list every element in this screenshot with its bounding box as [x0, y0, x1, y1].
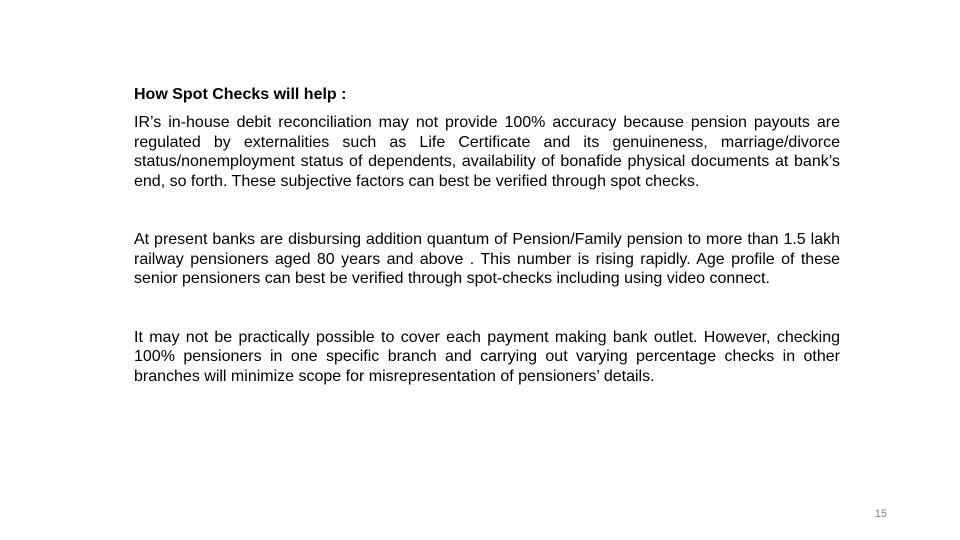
slide-content [134, 85, 840, 386]
paragraph-senior-pensioners: At present banks are disbursing addition quantum of Pension/Family pension to more than 1.5 lakh railway pensioners aged 80 years and above . This number is rising rapidly. Age profile of these senior pensioners can best be verified through spot-checks including using video connect. [134, 231, 840, 287]
page-number: 15 [874, 508, 887, 520]
paragraph-spot-check-accuracy: IR’s in-house debit reconciliation may not provide 100% accuracy because pension payouts are regulated by externalities such as Life Certificate and its genuineness, marriage/divorce status/nonemployment status of dependents, availability of bonafide physical documents at bank’s end, so forth. These subjective factors can best be verified through spot checks. [134, 114, 840, 190]
paragraph-branch-coverage: It may not be practically possible to cover each payment making bank outlet. However, checking 100% pensioners in one specific branch and carrying out varying percentage checks in other branches will minimize scope for misrepresentation of pensioners’ details. [134, 328, 840, 385]
slide-heading: How Spot Checks will help : [134, 86, 347, 103]
